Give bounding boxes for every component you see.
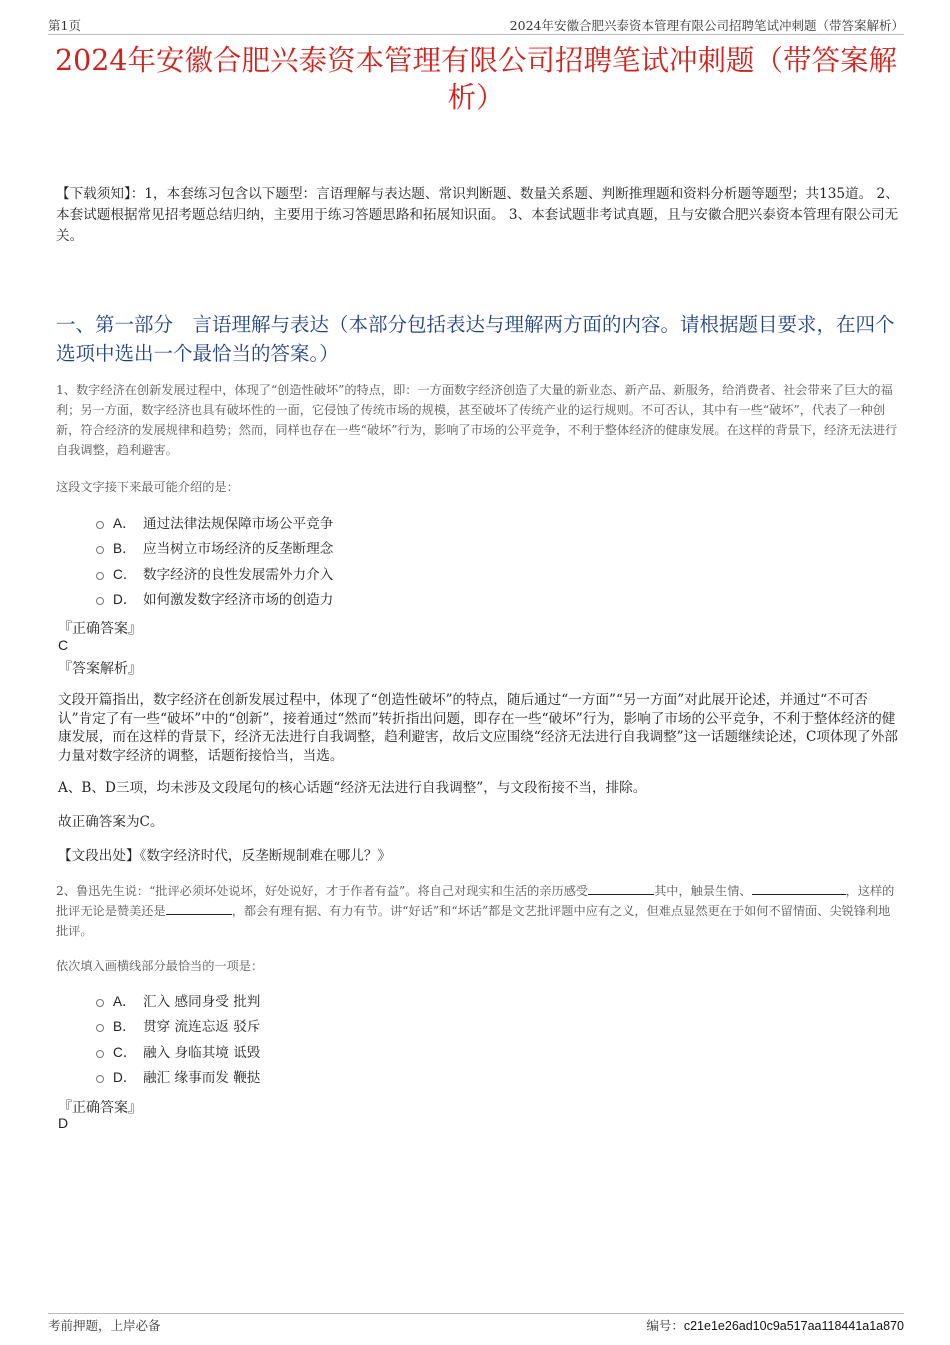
passage-source: 【文段出处】《数字经济时代，反垄断规制难在哪儿？》 <box>58 848 392 864</box>
radio-icon[interactable] <box>96 1075 104 1083</box>
fill-blank-2 <box>752 882 846 895</box>
analysis-paragraph-3: 故正确答案为C。 <box>58 814 164 830</box>
radio-icon[interactable] <box>96 999 104 1007</box>
option-d[interactable]: D． 融汇 缘事而发 鞭挞 <box>96 1064 260 1090</box>
download-notice: 【下载须知】：1，本套练习包含以下题型：言语理解与表达题、常识判断题、数量关系题、判断推理题和资料分析题等题型；共135道。 2、本套试题根据常见招考题总结归纳，主要用于练习答题思路和拓展知识面。 3、本套试题非考试真题，且与安徽合肥兴泰资本管理有限公司无关。 <box>56 186 899 244</box>
code-label: 编号： <box>646 1318 684 1333</box>
question-1-options <box>96 509 333 611</box>
page-header <box>48 14 904 35</box>
radio-icon[interactable] <box>96 521 104 529</box>
answer-label: 『正确答案』 <box>58 621 142 637</box>
option-d[interactable]: D． 如何激发数字经济市场的创造力 <box>96 586 333 612</box>
analysis-paragraph-1: 文段开篇指出，数字经济在创新发展过程中，体现了“创造性破坏”的特点，随后通过“一方面”“另一方面”对此展开论述，并通过“不可否认”肯定了有一些“破坏”中的“创新”，接着通过“然而”转折指出问题，即存在一些“破坏”行为，影响了市场的公平竞争，不利于整体经济的健康发展，而在这样的背景下，经济无法进行自我调整，趋利避害，故后文应围绕“经济无法进行自我调整”这一话题继续论述，C项体现了外部力量对数字经济的调整，话题衔接恰当，当选。 <box>58 692 898 764</box>
analysis-paragraph-2: A、B、D三项，均未涉及文段尾句的核心话题“经济无法进行自我调整”，与文段衔接不当，排除。 <box>58 780 647 796</box>
page-number: 第1页 <box>48 18 81 33</box>
footer-slogan: 考前押题，上岸必备 <box>48 1318 161 1333</box>
radio-icon[interactable] <box>96 546 104 554</box>
radio-icon[interactable] <box>96 597 104 605</box>
analysis-label: 『答案解析』 <box>58 661 142 677</box>
option-a[interactable]: A． 汇入 感同身受 批判 <box>96 987 260 1013</box>
header-doc-title: 2024年安徽合肥兴泰资本管理有限公司招聘笔试冲刺题（带答案解析） <box>509 18 904 33</box>
question-2-options <box>96 987 260 1089</box>
question-1-prompt: 这段文字接下来最可能介绍的是： <box>56 480 239 494</box>
question-1-text: 1、数字经济在创新发展过程中，体现了“创造性破坏”的特点，即：一方面数字经济创造了大量的新业态、新产品、新服务，给消费者、社会带来了巨大的福利；另一方面，数字经济也具有破坏性的一面，它侵蚀了传统市场的规模，甚至破坏了传统产业的运行规则。不可否认，其中有一些“破坏”，代表了一种创新，符合经济的发展规律和趋势；然而，同样也存在一些“破坏”行为，影响了市场的公平竞争，不利于整体经济的健康发展。在这样的背景下，经济无法进行自我调整，趋利避害。 <box>56 383 898 457</box>
option-b[interactable]: B． 贯穿 流连忘返 驳斥 <box>96 1013 260 1039</box>
answer-value: C <box>58 637 69 653</box>
option-a[interactable]: A． 通过法律法规保障市场公平竞争 <box>96 509 333 535</box>
option-c[interactable]: C． 数字经济的良性发展需外力介入 <box>96 560 333 586</box>
radio-icon[interactable] <box>96 572 104 580</box>
footer-code <box>646 1316 904 1334</box>
fill-blank-1 <box>588 882 654 895</box>
radio-icon[interactable] <box>96 1050 104 1058</box>
answer-label: 『正确答案』 <box>58 1100 142 1116</box>
question-2-prompt: 依次填入画横线部分最恰当的一项是： <box>56 959 264 973</box>
answer-value: D <box>58 1115 69 1131</box>
document-title: 2024年安徽合肥兴泰资本管理有限公司招聘笔试冲刺题（带答案解析） <box>54 44 898 114</box>
section-heading: 一、第一部分 言语理解与表达（本部分包括表达与理解两方面的内容。请根据题目要求，在四个选项中选出一个最恰当的答案。） <box>56 313 895 365</box>
option-b[interactable]: B． 应当树立市场经济的反垄断理念 <box>96 535 333 561</box>
fill-blank-3 <box>166 902 232 915</box>
option-c[interactable]: C． 融入 身临其境 诋毁 <box>96 1038 260 1064</box>
radio-icon[interactable] <box>96 1024 104 1032</box>
code-value: c21e1e26ad10c9a517aa118441a1a870 <box>683 1319 904 1333</box>
question-2-text: 2、鲁迅先生说：“批评必须坏处说坏，好处说好，才于作者有益”。将自己对现实和生活的亲历感受 其中，触景生情、 ，这样的批评无论是赞美还是 ，都会有理有据、有力有节。讲“好话”和“坏话”都是文艺批评题中应有之义，但难点显然更在于如何不留情面、尖锐锋利地批评。 <box>56 884 895 938</box>
footer-divider <box>48 1313 904 1314</box>
